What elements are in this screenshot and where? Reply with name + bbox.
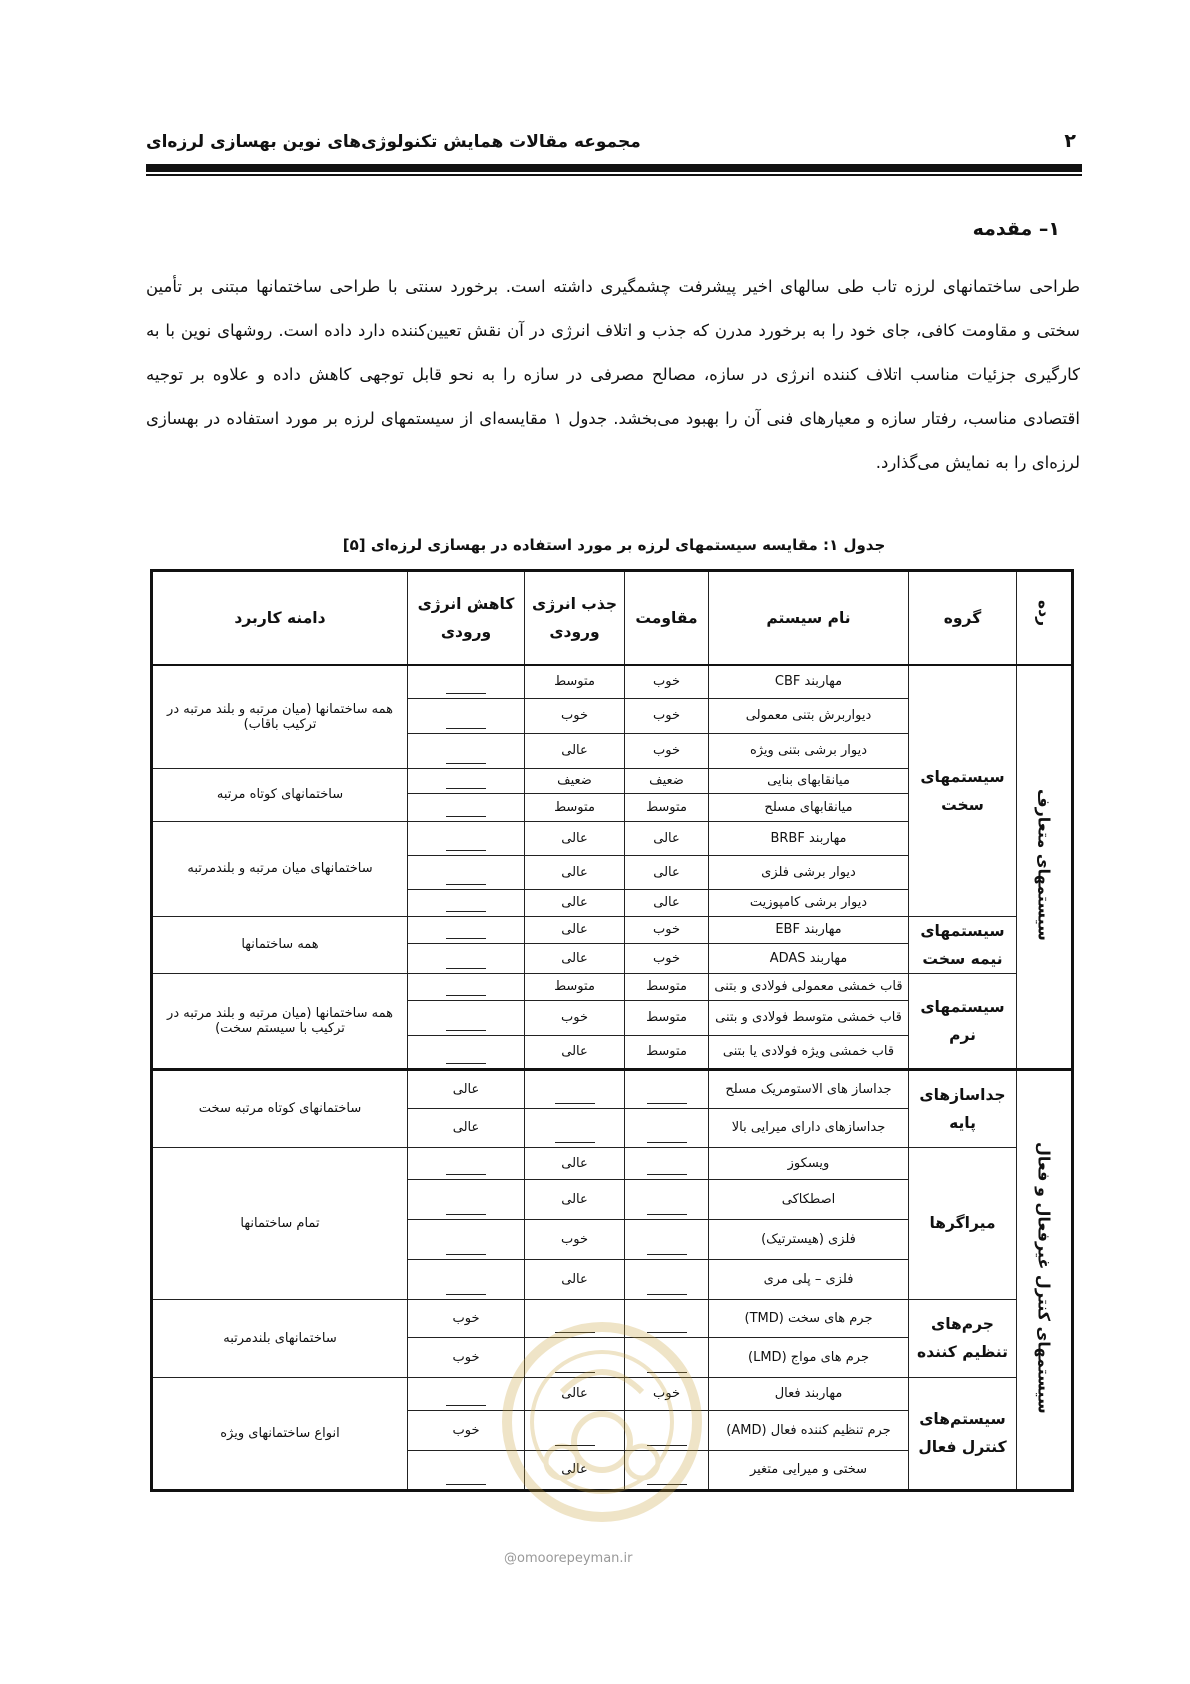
system-cell: سختی و میرایی متغیر xyxy=(709,1450,909,1490)
table-row xyxy=(152,1069,1073,1108)
strength-cell: خوب xyxy=(625,1377,709,1410)
absorb-cell xyxy=(525,1108,625,1147)
system-cell: مهاربند EBF xyxy=(709,916,909,943)
strength-cell: خوب xyxy=(625,916,709,943)
system-cell: دیوار برشی کامپوزیت xyxy=(709,889,909,916)
system-cell: اصطکاکی xyxy=(709,1179,909,1219)
header-rule-thick xyxy=(146,164,1082,172)
system-cell: قاب خمشی معمولی فولادی و بتنی xyxy=(709,973,909,1000)
intro-paragraph: طراحی ساختمانهای لرزه تاب طی سالهای اخیر پیشرفت چشمگیری داشته است. برخورد سنتی با طراحی ساختمانها مبتنی بر تأمین سختی و مقاومت کافی، جای خود را به برخورد مدرن که جذب و اتلاف انرژی در آن نقش تعیین‌کننده دارد داده است. روشهای نوین با به کارگیری جزئیات مناسب اتلاف کننده انرژی در سازه، مصالح مصرفی در سازه را به نحو قابل توجهی کاهش داده و علاوه بر توجیه اقتصادی مناسب، رفتار سازه و معیارهای فنی آن را بهبود می‌بخشد. جدول ۱ مقایسه‌ای از سیستمهای لرزه بر مورد استفاده در بهسازی لرزه‌ای را به نمایش می‌گذارد. xyxy=(146,277,1081,472)
header-group: گروه xyxy=(909,571,1017,666)
group-dampers: میراگرها xyxy=(909,1147,1017,1299)
strength-cell: متوسط xyxy=(625,793,709,821)
system-cell: میانقابهای بنایی xyxy=(709,768,909,793)
system-cell: دیوار برشی فلزی xyxy=(709,855,909,889)
absorb-cell xyxy=(525,1337,625,1377)
system-cell: دیواربرش بتنی معمولی xyxy=(709,698,909,733)
table-row xyxy=(152,973,1073,1000)
reduce-cell xyxy=(408,1259,525,1299)
absorb-cell: خوب xyxy=(525,1000,625,1035)
group-isolators: جداسازهای پایه xyxy=(909,1069,1017,1147)
table-row xyxy=(152,1377,1073,1410)
system-cell: مهاربند CBF xyxy=(709,665,909,698)
scope-cell: ساختمانهای کوتاه مرتبه سخت xyxy=(152,1069,408,1147)
system-cell: مهاربند BRBF xyxy=(709,821,909,855)
strength-cell: عالی xyxy=(625,889,709,916)
strength-cell: خوب xyxy=(625,733,709,768)
system-cell: فلزی (هیسترتیک) xyxy=(709,1219,909,1259)
system-cell: ویسکوز xyxy=(709,1147,909,1179)
absorb-cell: عالی xyxy=(525,1377,625,1410)
absorb-cell: عالی xyxy=(525,1035,625,1069)
table-header-row xyxy=(152,571,1073,666)
header-strength: مقاومت xyxy=(625,571,709,666)
strength-cell: عالی xyxy=(625,821,709,855)
table-row xyxy=(152,916,1073,943)
scope-cell: همه ساختمانها (میان مرتبه و بلند مرتبه در ترکیب باقاب) xyxy=(152,665,408,768)
page-header xyxy=(146,128,1082,162)
header-rule-thin xyxy=(146,174,1082,176)
scope-cell: تمام ساختمانها xyxy=(152,1147,408,1299)
reduce-cell: خوب xyxy=(408,1299,525,1337)
system-cell: فلزی – پلی مری xyxy=(709,1259,909,1299)
strength-cell: خوب xyxy=(625,698,709,733)
absorb-cell: عالی xyxy=(525,889,625,916)
system-cell: میانقابهای مسلح xyxy=(709,793,909,821)
strength-cell xyxy=(625,1410,709,1450)
reduce-cell xyxy=(408,698,525,733)
strength-cell xyxy=(625,1259,709,1299)
header-system: نام سیستم xyxy=(709,571,909,666)
page-number: ۲ xyxy=(1064,130,1076,152)
group-semi-rigid: سیستمهای نیمه سخت xyxy=(909,916,1017,973)
reduce-cell xyxy=(408,973,525,1000)
absorb-cell: متوسط xyxy=(525,973,625,1000)
reduce-cell xyxy=(408,1450,525,1490)
strength-cell xyxy=(625,1337,709,1377)
strength-cell: متوسط xyxy=(625,1000,709,1035)
strength-cell: ضعیف xyxy=(625,768,709,793)
table-row xyxy=(152,1147,1073,1179)
header-absorb: جذب انرژی ورودی xyxy=(525,571,625,666)
reduce-cell xyxy=(408,943,525,973)
absorb-cell xyxy=(525,1299,625,1337)
comparison-table xyxy=(150,569,1074,1492)
strength-cell xyxy=(625,1450,709,1490)
absorb-cell: عالی xyxy=(525,1147,625,1179)
system-cell: دیوار برشی بتنی ویژه xyxy=(709,733,909,768)
system-cell: جرم های مواج (LMD) xyxy=(709,1337,909,1377)
system-cell: قاب خمشی ویژه فولادی یا بتنی xyxy=(709,1035,909,1069)
table-caption: جدول ۱: مقایسه سیستمهای لرزه بر مورد استفاده در بهسازی لرزه‌ای [۵] xyxy=(342,536,886,554)
reduce-cell: خوب xyxy=(408,1410,525,1450)
absorb-cell: خوب xyxy=(525,1219,625,1259)
reduce-cell xyxy=(408,1377,525,1410)
scope-cell: همه ساختمانها (میان مرتبه و بلند مرتبه در ترکیب با سیستم سخت) xyxy=(152,973,408,1069)
reduce-cell: عالی xyxy=(408,1108,525,1147)
absorb-cell xyxy=(525,1410,625,1450)
system-cell: مهاربند ADAS xyxy=(709,943,909,973)
category-control: سیستمهای کنترل غیرفعال و فعال xyxy=(1017,1069,1073,1490)
absorb-cell xyxy=(525,1069,625,1108)
group-rigid: سیستمهای سخت xyxy=(909,665,1017,916)
absorb-cell: عالی xyxy=(525,916,625,943)
strength-cell xyxy=(625,1069,709,1108)
reduce-cell xyxy=(408,1219,525,1259)
absorb-cell: عالی xyxy=(525,733,625,768)
strength-cell: عالی xyxy=(625,855,709,889)
strength-cell: متوسط xyxy=(625,973,709,1000)
reduce-cell xyxy=(408,793,525,821)
strength-cell: متوسط xyxy=(625,1035,709,1069)
absorb-cell: عالی xyxy=(525,943,625,973)
table-row xyxy=(152,1299,1073,1337)
system-cell: جرم تنظیم کننده فعال (AMD) xyxy=(709,1410,909,1450)
reduce-cell xyxy=(408,916,525,943)
absorb-cell: خوب xyxy=(525,698,625,733)
strength-cell xyxy=(625,1219,709,1259)
group-soft: سیستمهای نرم xyxy=(909,973,1017,1069)
strength-cell: خوب xyxy=(625,665,709,698)
strength-cell xyxy=(625,1299,709,1337)
reduce-cell xyxy=(408,1147,525,1179)
table-row xyxy=(152,665,1073,698)
scope-cell: ساختمانهای بلندمرتبه xyxy=(152,1299,408,1377)
strength-cell xyxy=(625,1147,709,1179)
scope-cell: ساختمانهای میان مرتبه و بلندمرتبه xyxy=(152,821,408,916)
header-scope: دامنه کاربرد xyxy=(152,571,408,666)
reduce-cell xyxy=(408,1035,525,1069)
absorb-cell: عالی xyxy=(525,821,625,855)
system-cell: مهاربند فعال xyxy=(709,1377,909,1410)
system-cell: جداسازهای دارای میرایی بالا xyxy=(709,1108,909,1147)
absorb-cell: عالی xyxy=(525,1259,625,1299)
reduce-cell: خوب xyxy=(408,1337,525,1377)
group-active: سیستم‌های کنترل فعال xyxy=(909,1377,1017,1490)
section-title: ۱– مقدمه xyxy=(972,218,1060,240)
scope-cell: همه ساختمانها xyxy=(152,916,408,973)
absorb-cell: عالی xyxy=(525,855,625,889)
header-row: رده xyxy=(1017,571,1073,666)
reduce-cell xyxy=(408,665,525,698)
reduce-cell xyxy=(408,855,525,889)
scope-cell: انواع ساختمانهای ویژه xyxy=(152,1377,408,1490)
strength-cell: خوب xyxy=(625,943,709,973)
strength-cell xyxy=(625,1108,709,1147)
absorb-cell: عالی xyxy=(525,1179,625,1219)
absorb-cell: ضعیف xyxy=(525,768,625,793)
absorb-cell: متوسط xyxy=(525,665,625,698)
reduce-cell: عالی xyxy=(408,1069,525,1108)
reduce-cell xyxy=(408,733,525,768)
reduce-cell xyxy=(408,889,525,916)
header-reduce: کاهش انرژی ورودی xyxy=(408,571,525,666)
absorb-cell: عالی xyxy=(525,1450,625,1490)
scope-cell: ساختمانهای کوتاه مرتبه xyxy=(152,768,408,821)
system-cell: جداساز های الاستومریک مسلح xyxy=(709,1069,909,1108)
system-cell: قاب خمشی متوسط فولادی و بتنی xyxy=(709,1000,909,1035)
watermark-site: @omoorepeyman.ir xyxy=(504,1551,633,1566)
reduce-cell xyxy=(408,1179,525,1219)
reduce-cell xyxy=(408,821,525,855)
running-title: مجموعه مقالات همایش تکنولوژی‌های نوین بهسازی لرزه‌ای xyxy=(146,132,641,152)
system-cell: جرم های سخت (TMD) xyxy=(709,1299,909,1337)
reduce-cell xyxy=(408,1000,525,1035)
category-conventional: سیستمهای متعارف xyxy=(1017,665,1073,1069)
absorb-cell: متوسط xyxy=(525,793,625,821)
group-tmd: جرم‌های تنظیم کننده xyxy=(909,1299,1017,1377)
strength-cell xyxy=(625,1179,709,1219)
reduce-cell xyxy=(408,768,525,793)
